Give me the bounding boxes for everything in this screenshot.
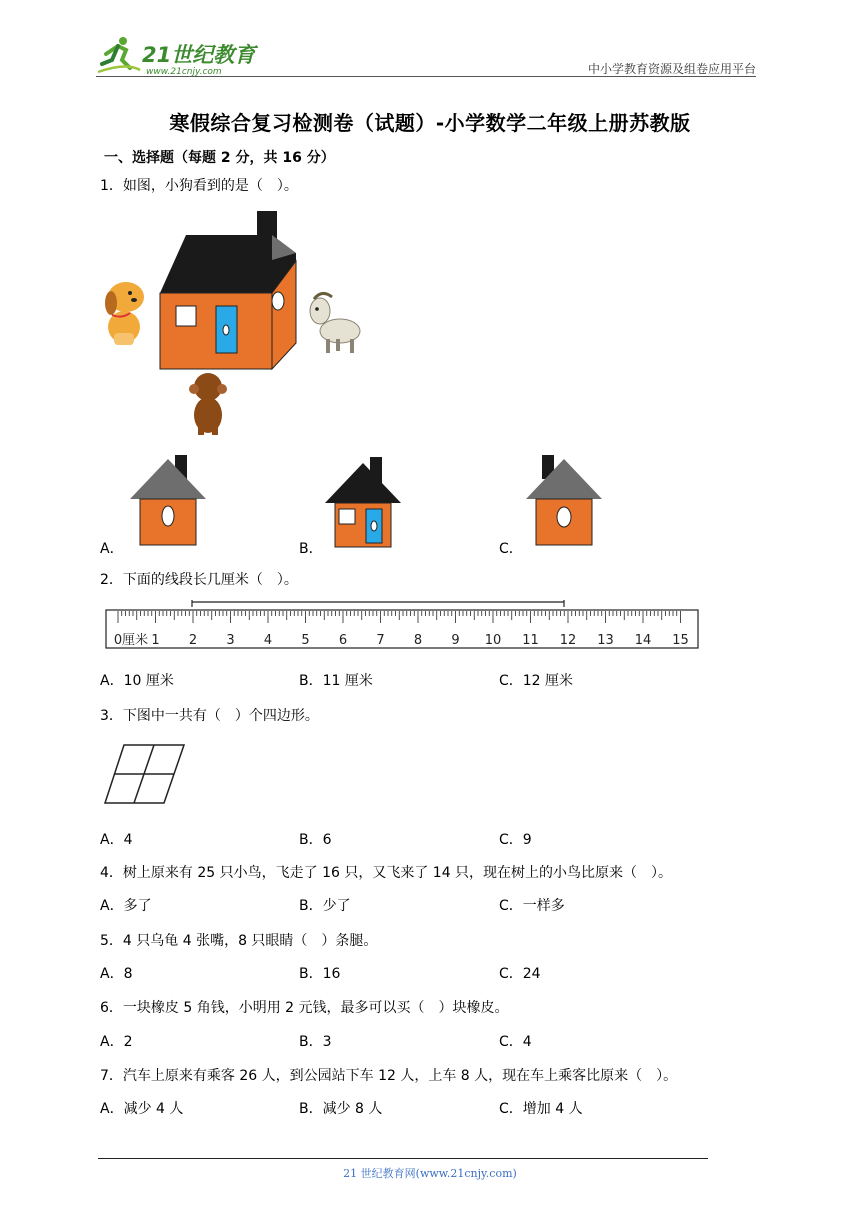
- ruler-number: 15: [672, 633, 689, 648]
- q2-option-b: B．11 厘米: [299, 673, 373, 689]
- ruler-number: 11: [522, 633, 539, 648]
- q5-option-c: C．24: [499, 966, 541, 982]
- footer-link[interactable]: 21 世纪教育网(www.21cnjy.com): [343, 1167, 517, 1180]
- monkey-icon: [189, 373, 227, 435]
- q1-option-b: B．: [299, 541, 323, 557]
- q6-option-b: B．3: [299, 1034, 332, 1050]
- platform-name: 中小学教育资源及组卷应用平台: [587, 62, 756, 76]
- ruler-number: 12: [559, 633, 577, 648]
- q1-option-a: A．: [100, 541, 124, 557]
- site-logo: [96, 34, 266, 78]
- q1-scene-figure: [96, 205, 376, 440]
- q1-option-c-house: [524, 453, 606, 549]
- q2-ruler-figure: [100, 596, 705, 654]
- q4-option-c: C．一样多: [499, 898, 565, 914]
- ruler-number: 2: [188, 633, 198, 648]
- ruler-number: 5: [301, 633, 310, 648]
- page-title: 寒假综合复习检测卷（试题）-小学数学二年级上册苏教版: [169, 111, 691, 135]
- ruler-unit-label: 厘米: [122, 633, 149, 648]
- measured-segment: [192, 600, 564, 607]
- question-5-stem: 5．4 只乌龟 4 张嘴，8 只眼睛（ ）条腿。: [100, 933, 378, 949]
- ruler-number: 3: [226, 633, 235, 648]
- question-2-stem: 2．下面的线段长几厘米（ ）。: [100, 572, 298, 588]
- ruler-number: 7: [376, 633, 385, 648]
- section-heading: 一、选择题（每题 2 分，共 16 分）: [104, 150, 335, 166]
- q2-option-a: A．10 厘米: [100, 673, 174, 689]
- question-1-stem: 1．如图，小狗看到的是（ ）。: [100, 178, 298, 194]
- q3-option-a: A．4: [100, 832, 133, 848]
- q5-option-a: A．8: [100, 966, 133, 982]
- ruler-number: 0: [113, 633, 123, 648]
- ruler-number: 9: [451, 633, 460, 648]
- ruler-number: 10: [484, 633, 502, 648]
- ruler-number: 8: [413, 633, 423, 648]
- q7-option-c: C．增加 4 人: [499, 1101, 583, 1117]
- q3-option-c: C．9: [499, 832, 532, 848]
- q4-option-b: B．少了: [299, 898, 351, 914]
- q4-option-a: A．多了: [100, 898, 152, 914]
- q3-option-b: B．6: [299, 832, 332, 848]
- question-4-stem: 4．树上原来有 25 只小鸟，飞走了 16 只，又飞来了 14 只，现在树上的小鸟比原来（ ）。: [100, 865, 673, 881]
- q1-option-c: C．: [499, 541, 523, 557]
- ruler-number: 13: [597, 633, 614, 648]
- ruler-number: 4: [263, 633, 273, 648]
- ruler-number: 6: [338, 633, 348, 648]
- goat-icon: [310, 293, 360, 353]
- question-7-stem: 7．汽车上原来有乘客 26 人，到公园站下车 12 人，上车 8 人，现在车上乘客比原来（ ）。: [100, 1068, 678, 1084]
- question-6-stem: 6．一块橡皮 5 角钱，小明用 2 元钱，最多可以买（ ）块橡皮。: [100, 1000, 509, 1016]
- q2-option-c: C．12 厘米: [499, 673, 574, 689]
- ruler-number: 14: [634, 633, 652, 648]
- q6-option-c: C．4: [499, 1034, 532, 1050]
- logo-url: www.21cnjy.com: [146, 67, 222, 77]
- logo-text: 21世纪教育: [142, 43, 256, 67]
- header-divider: [96, 76, 756, 77]
- runner-icon: [98, 37, 140, 72]
- q3-parallelogram-figure: [102, 742, 188, 808]
- question-3-stem: 3．下图中一共有（ ）个四边形。: [100, 708, 319, 724]
- q6-option-a: A．2: [100, 1034, 133, 1050]
- dog-icon: [105, 282, 144, 345]
- q7-option-a: A．减少 4 人: [100, 1101, 184, 1117]
- q5-option-b: B．16: [299, 966, 341, 982]
- q1-option-a-house: [128, 453, 208, 549]
- q7-option-b: B．减少 8 人: [299, 1101, 383, 1117]
- ruler-number: 1: [151, 633, 160, 648]
- q1-option-b-house: [323, 455, 405, 551]
- footer-divider: [98, 1158, 708, 1159]
